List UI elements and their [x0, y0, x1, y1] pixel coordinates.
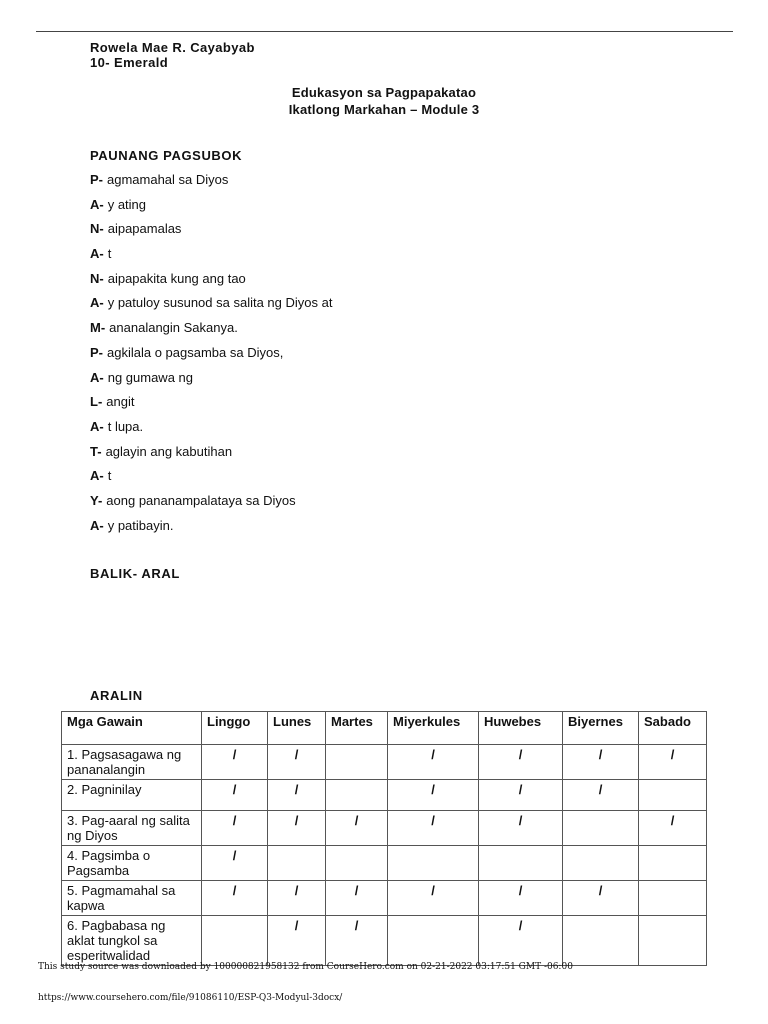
table-row [62, 916, 707, 966]
acrostic-text: angit [106, 394, 135, 410]
download-note: This study source was downloaded by 100000821958132 from CourseHero.com on 02-21-2022 03:17:51 GMT -06:00 [38, 962, 573, 972]
acrostic-text: ananalangin Sakanya. [109, 320, 238, 336]
acrostic-letter: N- [90, 270, 104, 286]
check-mark-cell: / [202, 881, 268, 916]
acrostic-text: y patibayin. [107, 517, 174, 533]
check-mark-cell [479, 846, 563, 881]
check-mark-cell: / [202, 811, 268, 846]
acrostic-letter: L- [90, 394, 103, 410]
acrostic-item [90, 418, 332, 443]
acrostic-text: aong pananampalataya sa Diyos [106, 492, 296, 508]
table-row [62, 811, 707, 846]
check-mark-cell: / [563, 881, 639, 916]
check-mark-cell: / [388, 780, 479, 811]
acrostic-item [90, 443, 332, 468]
acrostic-letter: A- [90, 246, 104, 262]
check-mark-cell: / [479, 916, 563, 966]
student-name: Rowela Mae R. Cayabyab [90, 40, 255, 55]
check-mark-cell: / [388, 745, 479, 780]
acrostic-text: t [107, 468, 112, 484]
check-mark-cell [563, 846, 639, 881]
acrostic-text: agmamahal sa Diyos [107, 172, 229, 187]
column-header: Sabado [639, 712, 707, 745]
acrostic-text: t [107, 246, 112, 262]
check-mark-cell [639, 916, 707, 966]
check-mark-cell: / [326, 881, 388, 916]
column-header: Mga Gawain [62, 712, 202, 745]
check-mark-cell: / [268, 780, 326, 811]
acrostic-text: aglayin ang kabutihan [105, 443, 233, 459]
top-divider [36, 31, 733, 32]
check-mark-cell: / [563, 745, 639, 780]
acrostic-letter: A- [90, 295, 104, 311]
acrostic-item [90, 196, 332, 221]
check-mark-cell [326, 846, 388, 881]
check-mark-cell: / [268, 916, 326, 966]
column-header: Huwebes [479, 712, 563, 745]
acrostic-text: ng gumawa ng [107, 369, 193, 385]
check-mark-cell: / [202, 780, 268, 811]
acrostic-text: y ating [107, 196, 147, 212]
check-mark-cell: / [202, 745, 268, 780]
check-mark-cell [326, 780, 388, 811]
acrostic-text: t lupa. [107, 418, 144, 434]
acrostic-item [90, 245, 332, 270]
check-mark-cell: / [563, 780, 639, 811]
source-url: https://www.coursehero.com/file/91086110/ESP-Q3-Modyul-3docx/ [38, 993, 343, 1003]
table-row [62, 881, 707, 916]
check-mark-cell: / [479, 881, 563, 916]
acrostic-letter: A- [90, 468, 104, 484]
acrostic-letter: P- [90, 172, 103, 187]
check-mark-cell [326, 745, 388, 780]
acrostic-item [90, 393, 332, 418]
acrostic-item [90, 344, 332, 369]
acrostic-letter: A- [90, 418, 104, 434]
acrostic-item [90, 492, 332, 517]
column-header: Lunes [268, 712, 326, 745]
acrostic-item [90, 220, 332, 245]
check-mark-cell: / [268, 811, 326, 846]
aralin-heading: ARALIN [90, 688, 143, 703]
check-mark-cell [639, 780, 707, 811]
subject-title: Edukasyon sa Pagpapakatao [291, 85, 477, 100]
activity-cell: 4. Pagsimba o Pagsamba [62, 846, 202, 881]
acrostic-item [90, 319, 332, 344]
acrostic-letter: A- [90, 517, 104, 533]
acrostic-item [90, 171, 332, 196]
document-title [0, 84, 768, 118]
check-mark-cell [388, 846, 479, 881]
acrostic-letter: A- [90, 369, 104, 385]
check-mark-cell [563, 811, 639, 846]
acrostic-letter: T- [90, 443, 102, 459]
check-mark-cell [639, 881, 707, 916]
column-header: Biyernes [563, 712, 639, 745]
acrostic-text: agkilala o pagsamba sa Diyos, [107, 344, 284, 360]
check-mark-cell: / [479, 811, 563, 846]
activity-cell: 3. Pag-aaral ng salita ng Diyos [62, 811, 202, 846]
check-mark-cell [268, 846, 326, 881]
acrostic-letter: A- [90, 196, 104, 212]
acrostic-item [90, 270, 332, 295]
column-header: Linggo [202, 712, 268, 745]
check-mark-cell: / [639, 811, 707, 846]
acrostic-item [90, 294, 332, 319]
table-row [62, 780, 707, 811]
acrostic-list [90, 171, 332, 541]
acrostic-letter: N- [90, 221, 104, 237]
acrostic-text: aipapakita kung ang tao [107, 270, 246, 286]
activity-cell: 2. Pagninilay [62, 780, 202, 811]
activity-cell: 5. Pagmamahal sa kapwa [62, 881, 202, 916]
paunang-pagsubok-heading: PAUNANG PAGSUBOK [90, 148, 243, 163]
check-mark-cell: / [202, 846, 268, 881]
table-header-row [62, 712, 707, 745]
balik-aral-heading: BALIK- ARAL [90, 566, 180, 581]
acrostic-item [90, 369, 332, 394]
check-mark-cell [639, 846, 707, 881]
acrostic-item [90, 467, 332, 492]
acrostic-text: y patuloy susunod sa salita ng Diyos at [107, 295, 333, 311]
column-header: Miyerkules [388, 712, 479, 745]
table-row [62, 745, 707, 780]
student-info [90, 40, 255, 70]
activity-cell: 1. Pagsasagawa ng pananalangin [62, 745, 202, 780]
acrostic-letter: P- [90, 344, 103, 360]
check-mark-cell: / [326, 916, 388, 966]
check-mark-cell [563, 916, 639, 966]
check-mark-cell [388, 916, 479, 966]
check-mark-cell: / [268, 745, 326, 780]
check-mark-cell: / [268, 881, 326, 916]
activities-table [61, 711, 707, 966]
check-mark-cell: / [388, 881, 479, 916]
module-title: Ikatlong Markahan – Module 3 [288, 102, 480, 117]
check-mark-cell: / [479, 745, 563, 780]
check-mark-cell: / [388, 811, 479, 846]
check-mark-cell [202, 916, 268, 966]
check-mark-cell: / [326, 811, 388, 846]
student-section: 10- Emerald [90, 55, 169, 70]
check-mark-cell: / [639, 745, 707, 780]
table-row [62, 846, 707, 881]
activity-cell: 6. Pagbabasa ng aklat tungkol sa esperitwalidad [62, 916, 202, 966]
acrostic-letter: Y- [90, 492, 103, 508]
acrostic-text: aipapamalas [107, 221, 182, 237]
acrostic-item [90, 517, 332, 542]
table-body [62, 745, 707, 966]
check-mark-cell: / [479, 780, 563, 811]
acrostic-letter: M- [90, 320, 106, 336]
column-header: Martes [326, 712, 388, 745]
